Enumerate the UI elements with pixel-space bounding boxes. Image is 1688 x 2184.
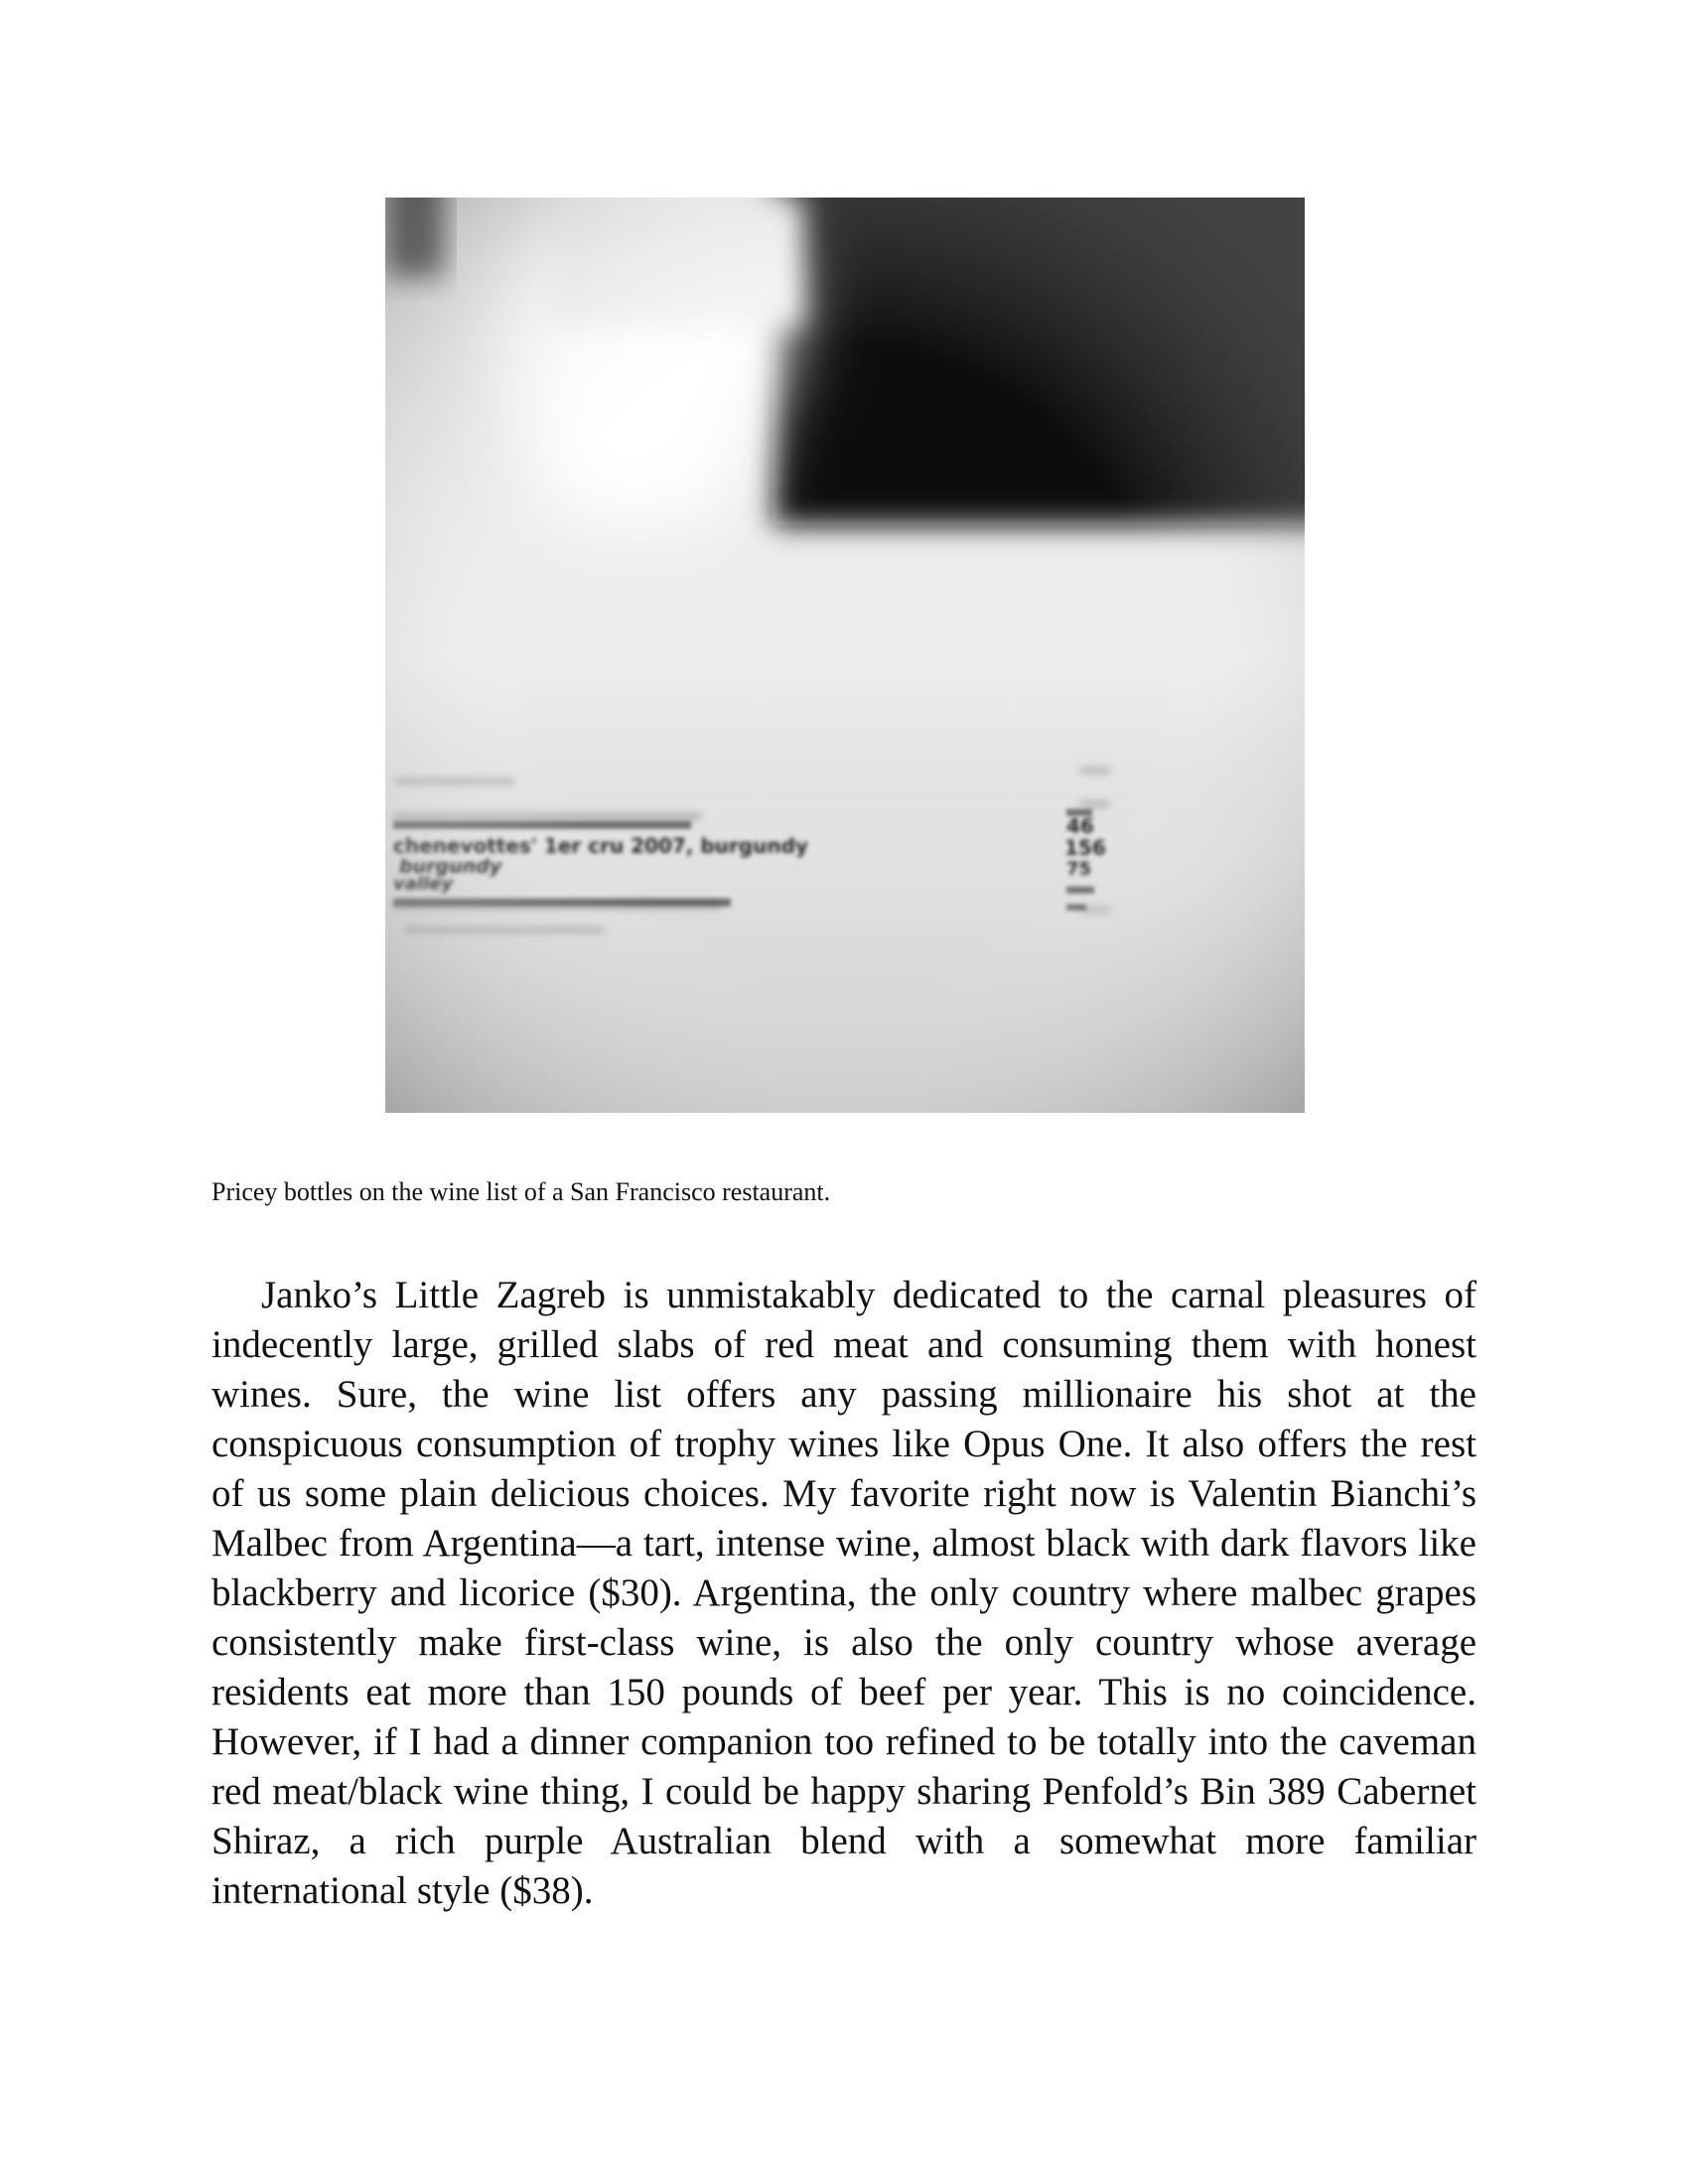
wine-list-photo xyxy=(385,198,1305,1113)
photo-caption: Pricey bottles on the wine list of a San Francisco restaurant. xyxy=(211,1177,831,1206)
article-paragraph: Janko’s Little Zagreb is unmistakably dedicated to the carnal pleasures of indecently large, grilled slabs of red meat and consuming them with honest wines. Sure, the wine list offers any passing millionaire his shot at the conspicuous consumption of trophy wines like Opus One. It also offers the rest of us some plain delicious choices. My favorite right now is Valentin Bianchi’s Malbec from Argentina—a tart, intense wine, almost black with dark flavors like blackberry and licorice ($30). Argentina, the only country where malbec grapes consistently make first-class wine, is also the only country whose average residents eat more than 150 pounds of beef per year. This is no coincidence. However, if I had a dinner companion too refined to be totally into the caveman red meat/black wine thing, I could be happy sharing Penfold’s Bin 389 Cabernet Shiraz, a rich purple Australian blend with a somewhat more familiar international style ($38). xyxy=(211,1274,1477,1912)
